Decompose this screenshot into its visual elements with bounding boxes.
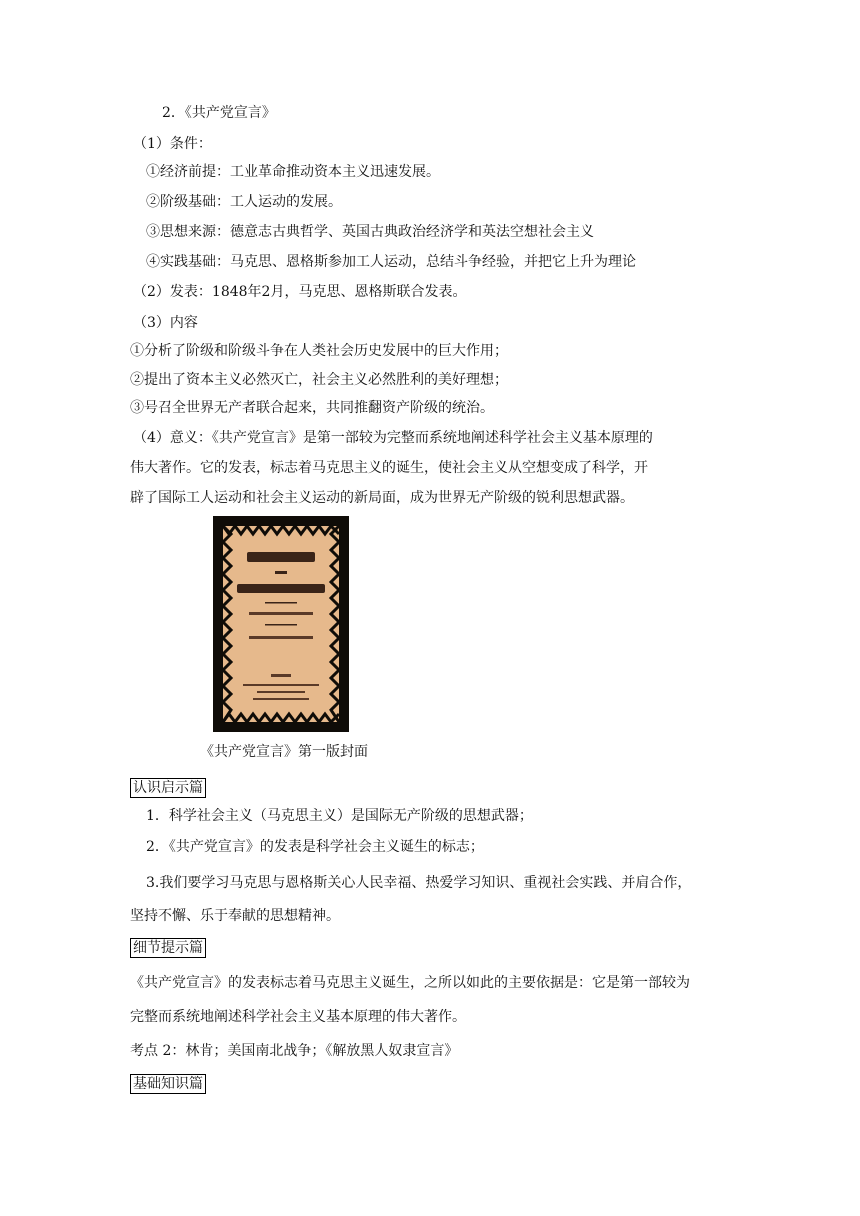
detail-label [130,938,206,958]
content-item: ①分析了阶级和阶级斗争在人类社会历史发展中的巨大作用； [130,343,508,359]
insight-item: 1．科学社会主义（马克思主义）是国际无产阶级的思想武器； [146,808,533,824]
insight-item: 2．《共产党宣言》的发表是科学社会主义诞生的标志； [146,839,484,855]
section-heading: 2．《共产党宣言》 [162,105,276,121]
significance-line: 辟了国际工人运动和社会主义运动的新局面，成为世界无产阶级的锐利思想武器。 [130,490,634,506]
publish-info: （2）发表：1848年2月，马克思、恩格斯联合发表。 [133,284,467,300]
condition-item: ④实践基础：马克思、恩格斯参加工人运动，总结斗争经验，并把它上升为理论 [146,254,636,270]
cover-caption: 《共产党宣言》第一版封面 [200,744,368,760]
significance-line: 伟大著作。它的发表，标志着马克思主义的诞生，使社会主义从空想变成了科学，开 [130,460,648,476]
basics-label-box: 基础知识篇 [130,1074,206,1094]
condition-item: ②阶级基础：工人运动的发展。 [146,194,342,210]
content-item: ③号召全世界无产者联合起来，共同推翻资产阶级的统治。 [130,400,494,416]
content-item: ②提出了资本主义必然灭亡，社会主义必然胜利的美好理想； [130,372,508,388]
conditions-label: （1）条件： [133,136,212,152]
insight-item3-line: 3.我们要学习马克思与恩格斯关心人民幸福、热爱学习知识、重视社会实践、并肩合作， [146,875,692,891]
detail-line: 完整而系统地阐述科学社会主义基本原理的伟大著作。 [130,1009,466,1025]
basics-label [130,1074,206,1094]
significance-line: （4）意义：《共产党宣言》是第一部较为完整而系统地阐述科学社会主义基本原理的 [133,430,653,446]
exam-point: 考点 2：林肯；美国南北战争；《解放黑人奴隶宣言》 [130,1043,459,1059]
insight-label [130,778,206,798]
insight-label-box: 认识启示篇 [130,778,206,798]
condition-item: ③思想来源：德意志古典哲学、英国古典政治经济学和英法空想社会主义 [146,224,594,240]
insight-item3-line: 坚持不懈、乐于奉献的思想精神。 [130,908,340,924]
manifesto-cover-image [213,516,349,732]
detail-line: 《共产党宣言》的发表标志着马克思主义诞生，之所以如此的主要依据是：它是第一部较为 [130,975,690,991]
condition-item: ①经济前提：工业革命推动资本主义迅速发展。 [146,164,440,180]
content-label: （3）内容 [133,315,198,331]
detail-label-box: 细节提示篇 [130,938,206,958]
